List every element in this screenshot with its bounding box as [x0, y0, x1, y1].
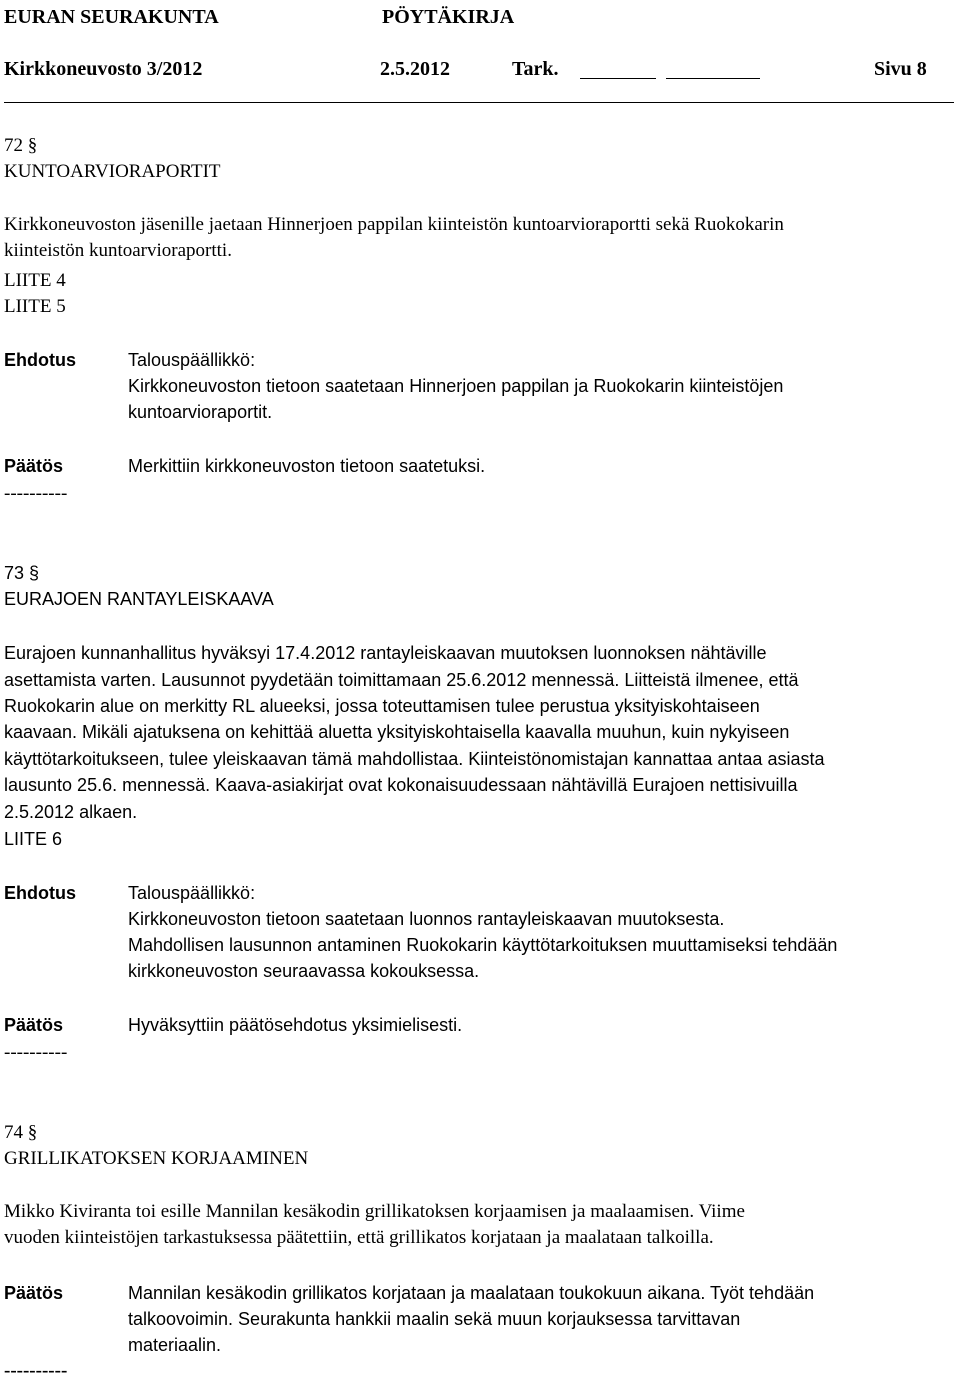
check-signature-line-2 [666, 78, 760, 79]
section-73-body-line: kaavaan. Mikäli ajatuksena on kehittää aluetta yksityiskohtaisella kaavalla muuhun, kuin nykyiseen [4, 722, 790, 742]
proposal-line: kuntoarvioraportit. [128, 402, 273, 422]
decision-label: Päätös [4, 1015, 64, 1035]
section-72-body-line-1: Kirkkoneuvoston jäsenille jaetaan Hinnerjoen pappilan kiinteistön kuntoarvioraportti sekä Ruokokarin [4, 214, 784, 235]
section-number: 72 § [4, 135, 38, 156]
section-73-body-line: Ruokokarin alue on merkitty RL alueeksi, jossa toteuttamisen tulee perustua yksityiskohtaiseen [4, 696, 760, 716]
proposal-line: Mahdollisen lausunnon antaminen Ruokokarin käyttötarkoituksen muuttamiseksi tehdään [128, 935, 838, 955]
section-74-body-line: Mikko Kiviranta toi esille Mannilan kesäkodin grillikatoksen korjaamisen ja maalaamisen. Viime [4, 1201, 745, 1222]
section-number: 73 § [4, 563, 40, 583]
document-type: PÖYTÄKIRJA [382, 6, 515, 28]
section-72-body-line-2: kiinteistön kuntoarvioraportti. [4, 240, 232, 261]
proposal-line: kirkkoneuvoston seuraavassa kokouksessa. [128, 961, 480, 981]
proposal-label: Ehdotus [4, 883, 76, 903]
section-separator: ---------- [4, 1360, 68, 1381]
decision-line: materiaalin. [128, 1335, 222, 1355]
proposal-author: Talouspäällikkö: [128, 350, 256, 370]
section-separator: ---------- [4, 483, 68, 504]
decision-label: Päätös [4, 1283, 64, 1303]
section-74-title: GRILLIKATOKSEN KORJAAMINEN [4, 1148, 309, 1169]
decision-label: Päätös [4, 456, 64, 476]
organization-name: EURAN SEURAKUNTA [4, 6, 219, 28]
decision-text: Merkittiin kirkkoneuvoston tietoon saatetuksi. [128, 456, 486, 476]
header-rule [4, 102, 954, 103]
section-73-number [4, 560, 39, 586]
page-number: Sivu 8 [874, 58, 927, 80]
meeting-date: 2.5.2012 [380, 58, 450, 80]
decision-text: Hyväksyttiin päätösehdotus yksimielisesti. [128, 1015, 463, 1035]
section-74-body-line: vuoden kiinteistöjen tarkastuksessa päätettiin, että grillikatos korjataan ja maalataan talkoilla. [4, 1227, 714, 1248]
section-73-body-line: lausunto 25.6. mennessä. Kaava-asiakirjat ovat kokonaisuudessaan nähtävillä Eurajoen nettisivuilla [4, 775, 798, 795]
section-number: 74 § [4, 1122, 38, 1143]
proposal-line: Kirkkoneuvoston tietoon saatetaan Hinnerjoen pappilan ja Ruokokarin kiinteistöjen [128, 376, 784, 396]
decision-line: Mannilan kesäkodin grillikatos korjataan ja maalataan toukokuun aikana. Työt tehdään [128, 1283, 815, 1303]
attachment-ref: LIITE 5 [4, 296, 66, 317]
section-73-body-line: käyttötarkoitukseen, tulee yleiskaavan tämä mahdollistaa. Kiinteistönomistajan kannattaa antaa asiasta [4, 749, 825, 769]
proposal-line: Kirkkoneuvoston tietoon saatetaan luonnos rantayleiskaavan muutoksesta. [128, 909, 725, 929]
attachment-ref: LIITE 4 [4, 270, 66, 291]
section-73-body-line: 2.5.2012 alkaen. [4, 802, 138, 822]
attachment-ref: LIITE 6 [4, 829, 63, 849]
section-separator: ---------- [4, 1042, 68, 1063]
section-72-title: KUNTOARVIORAPORTIT [4, 161, 221, 182]
check-label: Tark. [512, 58, 559, 80]
decision-line: talkoovoimin. Seurakunta hankkii maalin sekä muun korjauksessa tarvittavan [128, 1309, 741, 1329]
section-73-title: EURAJOEN RANTAYLEISKAAVA [4, 589, 274, 609]
proposal-label: Ehdotus [4, 350, 76, 370]
meeting-name: Kirkkoneuvosto 3/2012 [4, 58, 203, 80]
section-72-number [4, 133, 37, 159]
proposal-author: Talouspäällikkö: [128, 883, 256, 903]
section-73-body-line: asettamista varten. Lausunnot pyydetään toimittamaan 25.6.2012 mennessä. Liitteistä ilmenee, että [4, 670, 799, 690]
section-74-number [4, 1120, 37, 1146]
section-73-body-line: Eurajoen kunnanhallitus hyväksyi 17.4.2012 rantayleiskaavan muutoksen luonnoksen nähtäville [4, 643, 767, 663]
check-signature-line-1 [580, 78, 656, 79]
